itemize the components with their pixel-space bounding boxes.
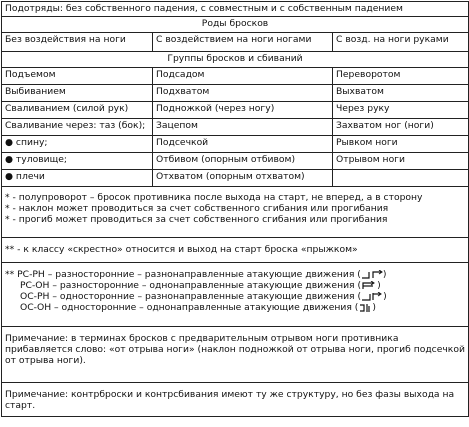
table-cell: Сваливание через: таз (бок); bbox=[2, 119, 153, 136]
table-cell: Подъемом bbox=[2, 68, 153, 85]
table-cell: Переворотом bbox=[333, 68, 469, 85]
classification-table bbox=[1, 1, 469, 417]
sequence-code: РС-ОН bbox=[20, 280, 50, 292]
table-row bbox=[2, 170, 469, 187]
throw-kinds-header: Роды бросков bbox=[2, 17, 469, 33]
note-line: * - прогиб может проводиться за счет собственного сгибания или прогибания bbox=[5, 214, 388, 226]
note-preliminary-leg: Примечание: в терминах бросков с предварительным отрывом ноги противника прибавляется слово: «от отрыва ноги» (наклон подножкой от отрыва ноги, прогиб подсечкой от отрыва ноги). bbox=[2, 327, 469, 383]
table-row bbox=[2, 68, 469, 85]
table-cell: Отрывом ноги bbox=[333, 153, 469, 170]
table-cell: Выхватом bbox=[333, 85, 469, 102]
sequence-rs-rn-icon bbox=[361, 270, 383, 280]
sequence-line: ** РС-РН – разносторонние – разнонаправленные атакующие движения ( ) bbox=[5, 269, 387, 280]
table-cell: Выбиванием bbox=[2, 85, 153, 102]
sequence-line: РС-ОН – разносторонние – однонаправленные атакующие движения ( ) bbox=[20, 280, 381, 292]
notes-sequences bbox=[2, 263, 469, 327]
sequence-os-on-icon bbox=[358, 303, 372, 313]
table-cell bbox=[333, 170, 469, 187]
table-cell: ● плечи bbox=[2, 170, 153, 187]
table-row bbox=[2, 85, 469, 102]
note-double-asterisk: ** - к классу «скрестно» относится и выход на старт броска «прыжком» bbox=[2, 238, 469, 263]
table-row bbox=[2, 102, 469, 119]
column-header-no-legs: Без воздействия на ноги bbox=[2, 33, 153, 52]
table-row bbox=[2, 153, 469, 170]
table-cell: Подсечкой bbox=[153, 136, 333, 153]
table-cell: Подножкой (через ногу) bbox=[153, 102, 333, 119]
table-cell: ● спину; bbox=[2, 136, 153, 153]
table-row bbox=[2, 136, 469, 153]
sequence-line: ОС-ОН – односторонние – однонаправленные атакующие движения ( ) bbox=[20, 302, 376, 314]
sequence-code: ОС-РН bbox=[20, 291, 50, 303]
notes-asterisk bbox=[2, 187, 469, 238]
sequence-code: РС-РН bbox=[17, 269, 45, 280]
stances-header: Подотряды: без собственного падения, с совместным и с собственным падением bbox=[2, 2, 469, 17]
sequence-os-rn-icon bbox=[361, 292, 383, 302]
sequence-rs-on-icon bbox=[361, 281, 377, 291]
table-cell: Захватом ног (ноги) bbox=[333, 119, 469, 136]
column-header-legs-by-hands: С возд. на ноги руками bbox=[333, 33, 469, 52]
table-cell: Сваливанием (силой рук) bbox=[2, 102, 153, 119]
sequence-line: ОС-РН – односторонние – разнонаправленные атакующие движения ( ) bbox=[20, 291, 387, 303]
table-cell: Отхватом (опорным отхватом) bbox=[153, 170, 333, 187]
sequence-code: ОС-ОН bbox=[20, 302, 52, 314]
table-cell: Подхватом bbox=[153, 85, 333, 102]
note-counter-throws: Примечание: контрброски и контрсбивания имеют ту же структуру, но без фазы выхода на старт. bbox=[2, 383, 469, 417]
table-cell: ● туловище; bbox=[2, 153, 153, 170]
table-cell: Отбивом (опорным отбивом) bbox=[153, 153, 333, 170]
throws-classification-table bbox=[1, 1, 468, 425]
table-cell: Зацепом bbox=[153, 119, 333, 136]
note-line: * - полупроворот – бросок противника после выхода на старт, не вперед, а в сторону bbox=[5, 192, 423, 203]
groups-header: Группы бросков и сбиваний bbox=[2, 52, 469, 68]
column-header-legs-by-legs: С воздействием на ноги ногами bbox=[153, 33, 333, 52]
table-cell: Через руку bbox=[333, 102, 469, 119]
table-cell: Подсадом bbox=[153, 68, 333, 85]
note-line: * - наклон может проводиться за счет собственного сгибания или прогибания bbox=[5, 203, 389, 215]
table-cell: Рывком ноги bbox=[333, 136, 469, 153]
table-row bbox=[2, 119, 469, 136]
